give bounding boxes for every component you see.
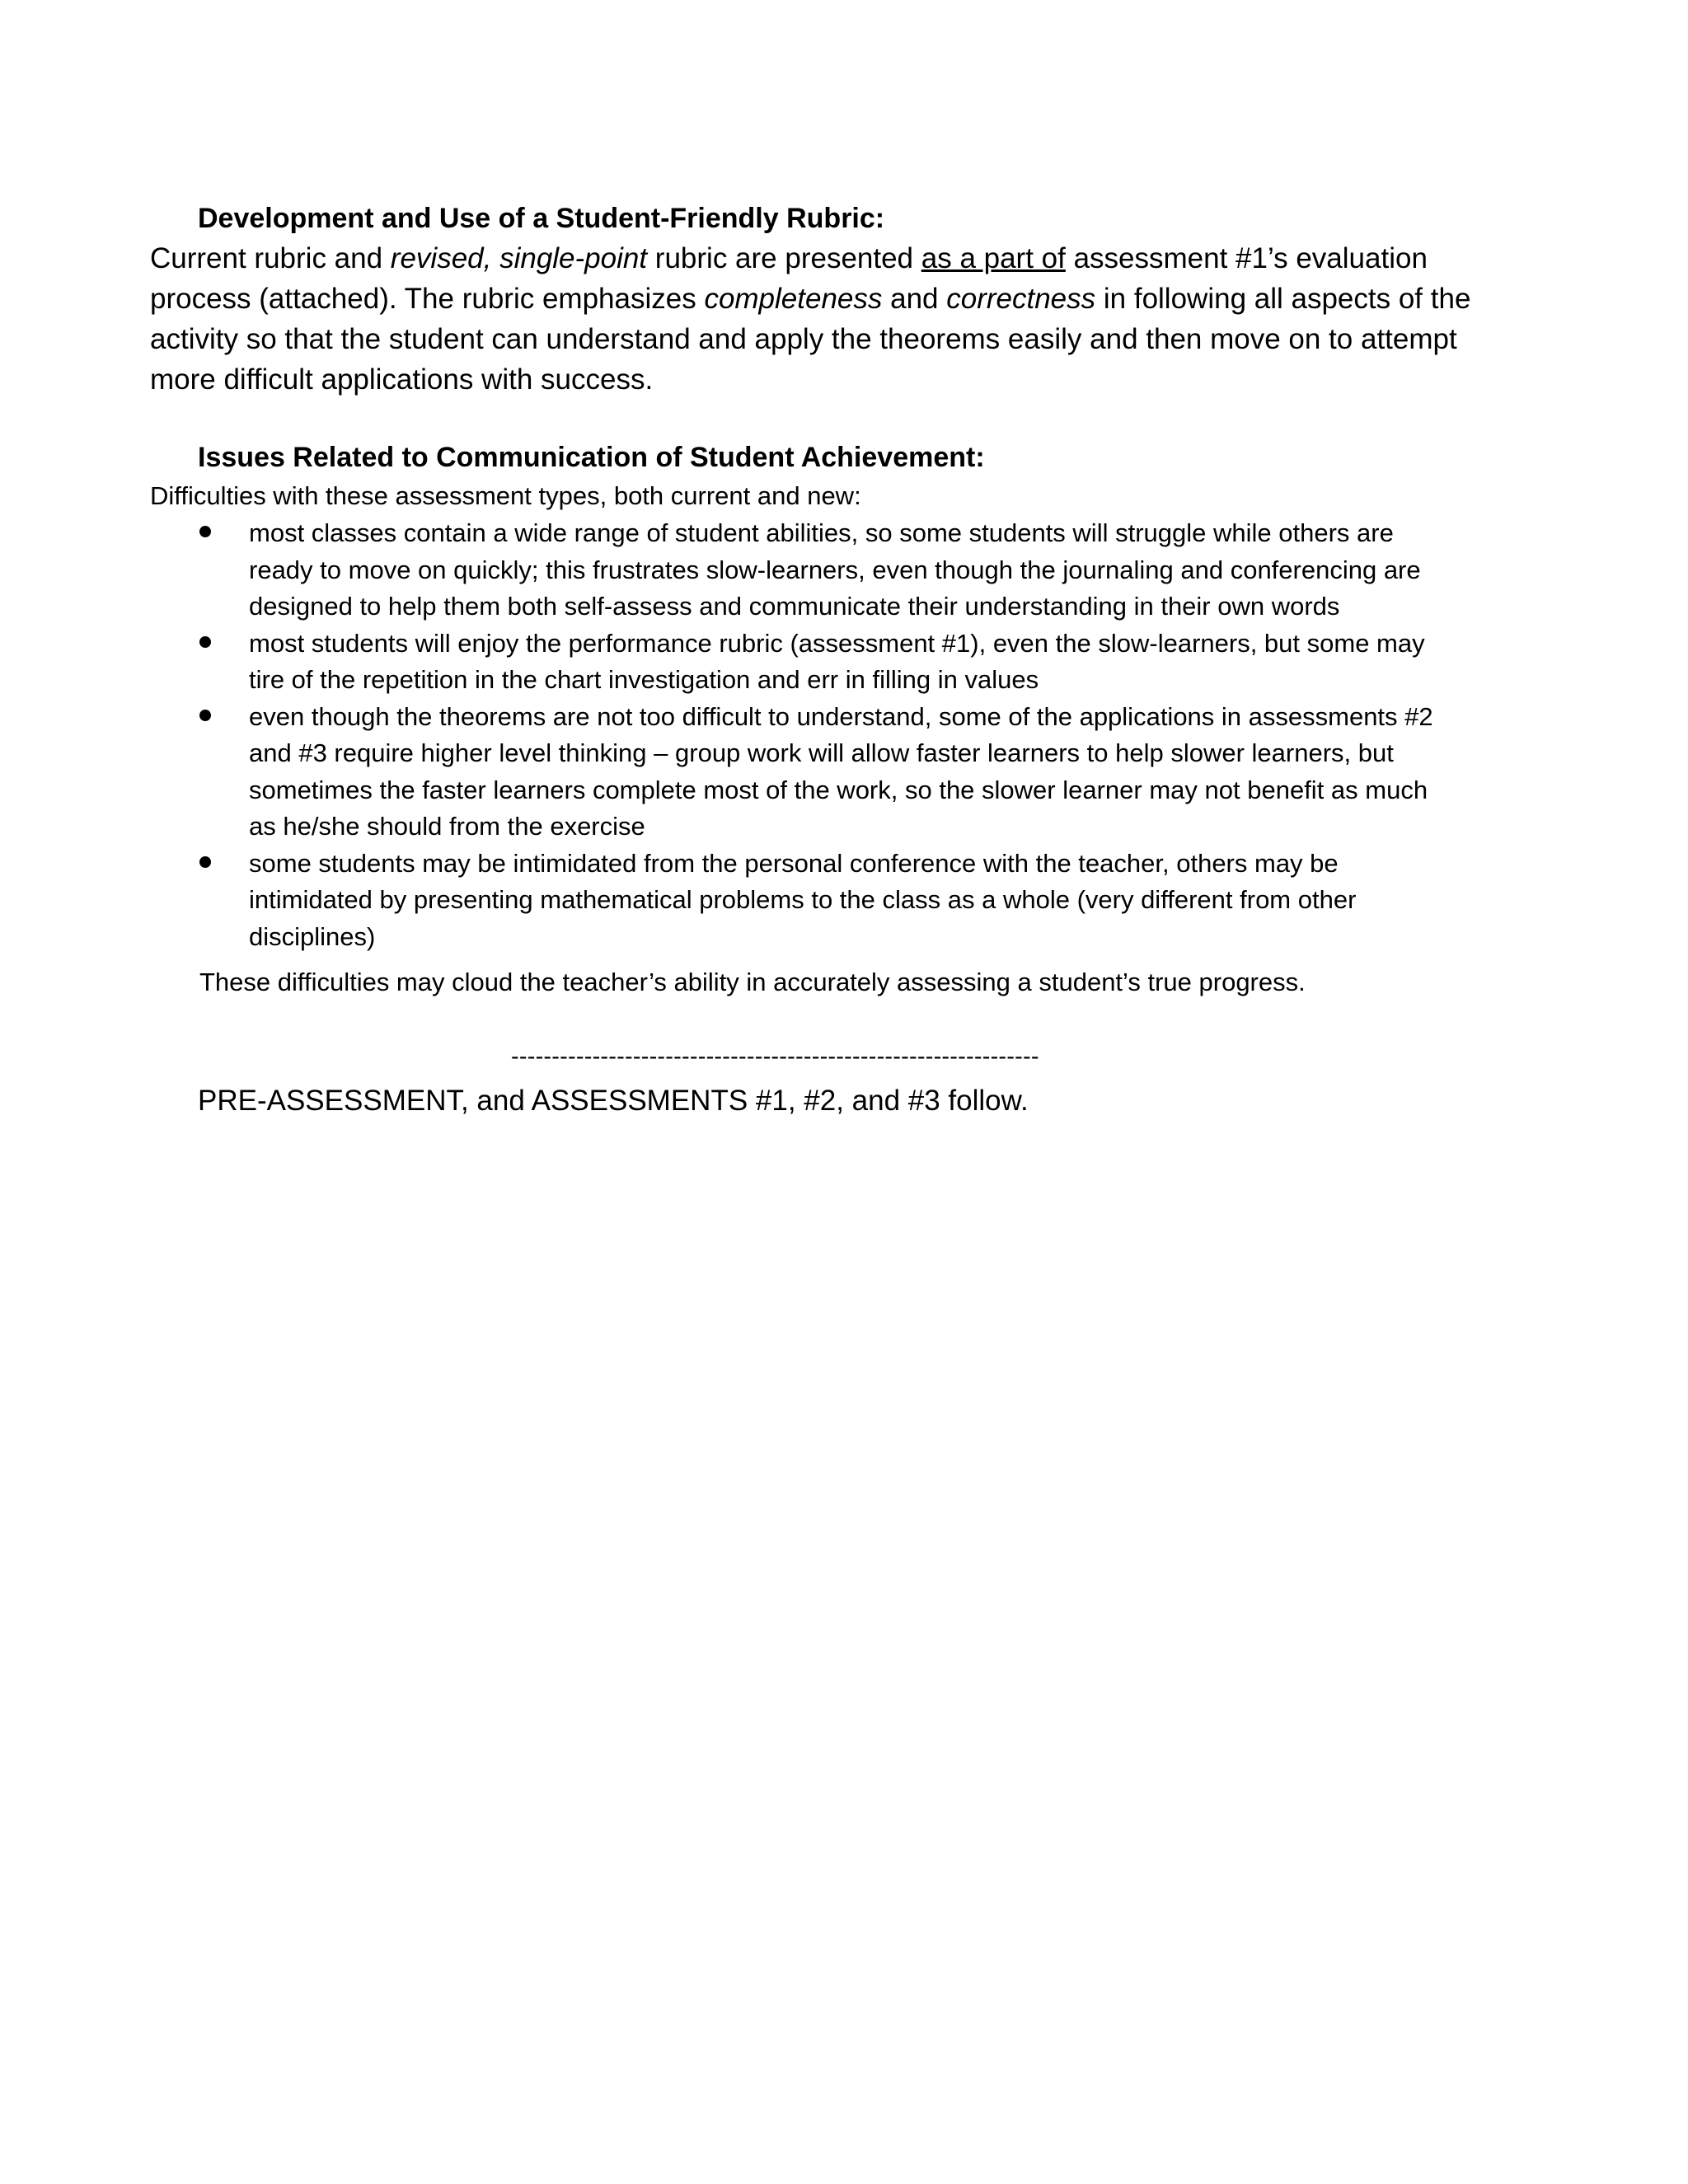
list-item bbox=[198, 846, 1566, 956]
list-item bbox=[198, 699, 1566, 846]
bullet-icon bbox=[199, 710, 211, 721]
difficulties-list bbox=[198, 515, 1566, 955]
difficulties-intro: Difficulties with these assessment types, both current and new: bbox=[150, 481, 861, 510]
list-item-line: sometimes the faster learners complete most of the work, so the slower learner may not benefit as much bbox=[249, 775, 1428, 804]
list-item-line: as he/she should from the exercise bbox=[249, 812, 645, 841]
paragraph-line: activity so that the student can understand and apply the theorems easily and then move on to attempt bbox=[150, 323, 1457, 355]
bullet-icon bbox=[199, 856, 211, 868]
follow-note: PRE-ASSESSMENT, and ASSESSMENTS #1, #2, and #3 follow. bbox=[198, 1085, 1029, 1117]
list-item-line: tire of the repetition in the chart investigation and err in filling in values bbox=[249, 665, 1039, 694]
italic-text: revised, single-point bbox=[390, 242, 648, 274]
bullet-icon bbox=[199, 636, 211, 648]
difficulties-closing: These difficulties may cloud the teacher’s ability in accurately assessing a student’s true progress. bbox=[199, 968, 1306, 996]
underlined-text: as a part of bbox=[921, 242, 1066, 274]
list-item-line: some students may be intimidated from the personal conference with the teacher, others may be bbox=[249, 848, 1339, 878]
paragraph-line bbox=[150, 238, 1551, 279]
text-run: in following all aspects of the bbox=[1095, 283, 1471, 315]
paragraph-line bbox=[150, 279, 1551, 319]
list-item-line: intimidated by presenting mathematical problems to the class as a whole (very different from other bbox=[249, 885, 1357, 914]
italic-text: correctness bbox=[946, 283, 1096, 315]
list-item-line: most classes contain a wide range of student abilities, so some students will struggle while others are bbox=[249, 518, 1394, 547]
rubric-paragraph bbox=[150, 238, 1551, 400]
bullet-icon bbox=[199, 526, 211, 537]
italic-text: completeness bbox=[704, 283, 883, 315]
text-run: rubric are presented bbox=[647, 242, 921, 274]
list-item-line: designed to help them both self-assess and communicate their understanding in their own words bbox=[249, 592, 1340, 621]
text-run: and bbox=[882, 283, 947, 315]
list-item-line: disciplines) bbox=[249, 921, 376, 951]
list-item-line: even though the theorems are not too difficult to understand, some of the applications in assessments #2 bbox=[249, 701, 1433, 731]
text-run: Current rubric and bbox=[150, 242, 391, 274]
separator-line: ----------------------------------------------------------------- bbox=[511, 1043, 1039, 1070]
list-item bbox=[198, 626, 1566, 699]
paragraph-line: more difficult applications with success. bbox=[150, 363, 654, 396]
text-run: assessment #1’s evaluation bbox=[1065, 242, 1428, 274]
communication-section-heading: Issues Related to Communication of Student Achievement: bbox=[198, 442, 985, 473]
list-item-line: most students will enjoy the performance rubric (assessment #1), even the slow-learners, but some may bbox=[249, 628, 1425, 658]
list-item bbox=[198, 515, 1566, 626]
list-item-line: ready to move on quickly; this frustrates slow-learners, even though the journaling and conferencing are bbox=[249, 555, 1421, 584]
text-run: process (attached). The rubric emphasizes bbox=[150, 283, 705, 315]
rubric-section-heading: Development and Use of a Student-Friendly Rubric: bbox=[198, 203, 885, 234]
list-item-line: and #3 require higher level thinking – group work will allow faster learners to help slower learners, but bbox=[249, 738, 1394, 767]
